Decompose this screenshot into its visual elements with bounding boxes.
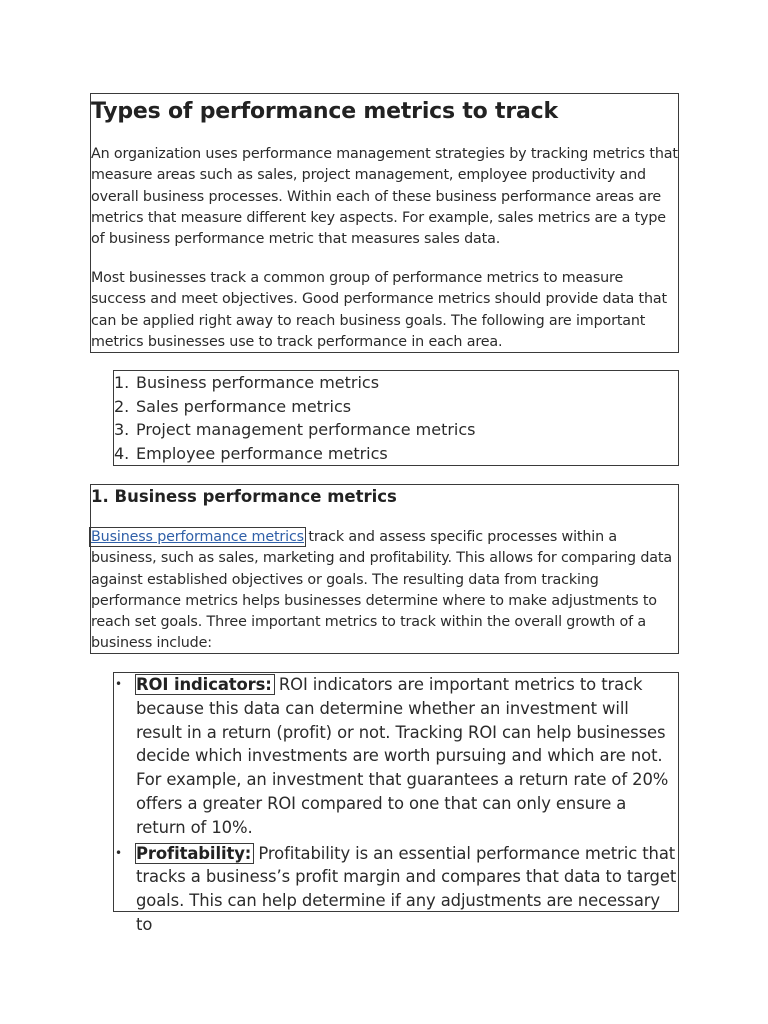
bullet-term: ROI indicators: xyxy=(136,675,272,694)
page-title: Types of performance metrics to track xyxy=(91,99,558,124)
list-item-label: Business performance metrics xyxy=(136,373,380,392)
business-metrics-section xyxy=(90,484,679,654)
bullet-text: ROI indicators are important metrics to track because this data can determine whether an investment will result in a return (profit) or not. Tracking ROI can help businesses decide which investments are worth pursuing and which are not. For example, an investment that guarantees a return rate of 20% offers a greater ROI compared to one that can only ensure a return of 10%. xyxy=(136,675,669,837)
list-item-label: Employee performance metrics xyxy=(136,443,388,463)
list-item-number: 3. xyxy=(114,420,130,440)
list-item-number: 1. xyxy=(114,373,130,392)
list-item-label: Project management performance metrics xyxy=(136,420,476,440)
bullet-icon: • xyxy=(115,677,122,691)
list-item xyxy=(114,371,678,395)
intro-paragraph-1: An organization uses performance management strategies by tracking metrics that measure areas such as sales, project management, employee productivity and overall business processes. Within each of these business performance areas are metrics that measure different key aspects. For example, sales metrics are a type of business performance metric that measures sales data. xyxy=(91,146,678,248)
list-item xyxy=(114,842,678,937)
bullet-term: Profitability: xyxy=(136,843,252,863)
list-item-number: 2. xyxy=(114,396,130,416)
business-performance-metrics-link[interactable]: Business performance metrics xyxy=(91,529,304,545)
list-item xyxy=(114,442,678,466)
section-paragraph xyxy=(91,527,680,655)
list-item xyxy=(114,418,678,442)
list-item-number: 4. xyxy=(114,443,130,463)
metrics-ordered-list xyxy=(113,370,679,466)
intro-section xyxy=(90,93,679,353)
section-paragraph-text: track and assess specific processes within a business, such as sales, marketing and profitability. This allows for comparing data against established objectives or goals. The resulting data from tracking performance metrics helps businesses determine where to make adjustments to reach set goals. Three important metrics to track within the overall growth of a business include: xyxy=(91,529,672,652)
list-item-label: Sales performance metrics xyxy=(136,396,352,416)
list-item xyxy=(114,673,678,840)
metrics-bullet-list xyxy=(113,672,679,934)
section-heading: 1. Business performance metrics xyxy=(91,487,397,506)
list-item xyxy=(114,395,678,419)
bullet-text: Profitability is an essential performance metric that tracks a business’s profit margin and compares that data to target goals. This can help determine if any adjustments are necessary to xyxy=(136,843,677,934)
intro-paragraph-2: Most businesses track a common group of performance metrics to measure success and meet objectives. Good performance metrics should provide data that can be applied right away to reach business goals. The following are important metrics businesses use to track performance in each area. xyxy=(91,270,667,350)
bullet-icon: • xyxy=(115,845,122,860)
